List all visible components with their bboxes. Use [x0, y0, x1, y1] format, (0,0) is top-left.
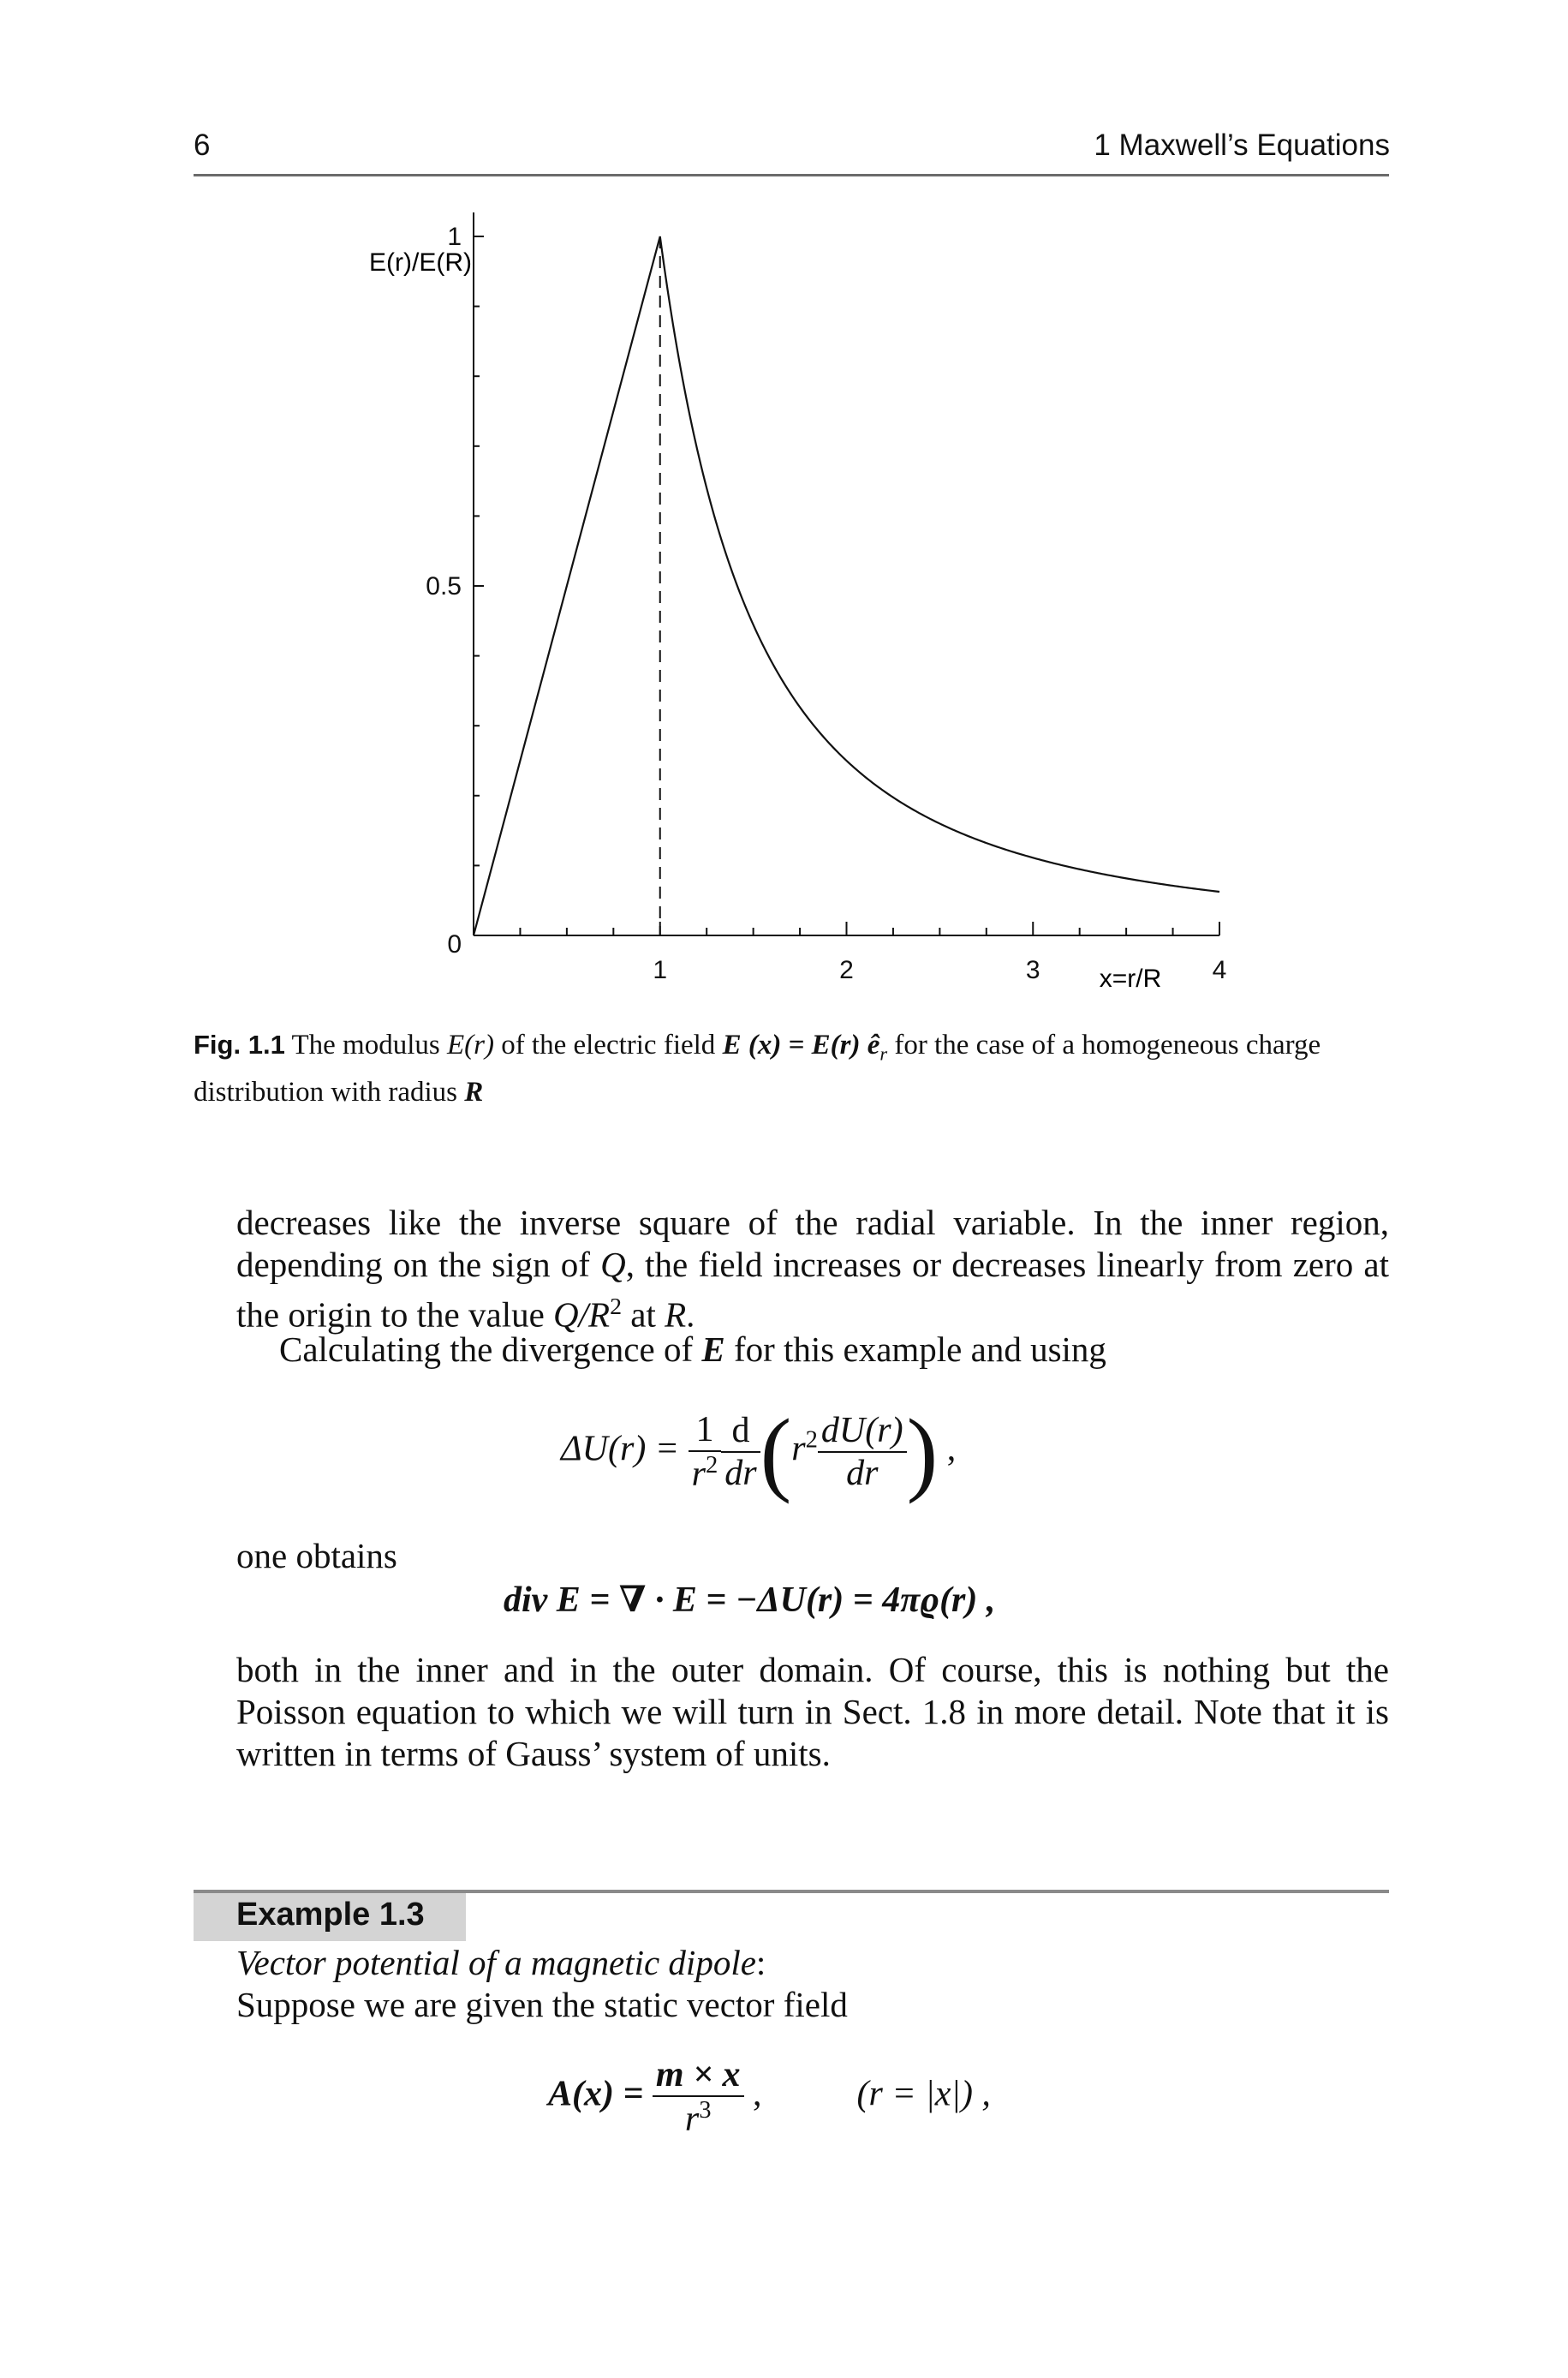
caption-math-sub: r	[879, 1043, 888, 1065]
math-q: Q	[600, 1245, 626, 1284]
running-header: 1 Maxwell’s Equations	[1094, 128, 1390, 162]
text-run: , the field increases or decreases linearly from zero at the origin to the value	[236, 1245, 1389, 1335]
eq3-frac	[653, 2054, 744, 2140]
text-run: at	[622, 1294, 665, 1335]
example-subtitle	[236, 1942, 1389, 1984]
eq1-frac-2	[721, 1410, 760, 1494]
eq1-r-sup: 2	[805, 1426, 818, 1454]
math-e: E	[701, 1329, 725, 1369]
figure-caption	[194, 1026, 1392, 1111]
caption-math-e: E(r)	[446, 1030, 494, 1061]
frac-den-var: r	[691, 1455, 706, 1494]
one-obtains: one obtains	[236, 1536, 397, 1575]
equation-laplacian	[561, 1400, 957, 1504]
paragraph-3: both in the inner and in the outer domain. Of course, this is nothing but the Poisson equation to which we will turn in Sect. 1.8 in more detail. Note that it is written in terms of Gauss’ system of units.	[236, 1650, 1389, 1773]
example-line: Suppose we are given the static vector field	[236, 1985, 848, 2024]
y-tick-label: 0.5	[426, 572, 462, 600]
math-sup: 2	[610, 1294, 623, 1320]
caption-text: for the case of a homogeneous charge distribution with radius	[194, 1030, 1321, 1108]
frac-den: dr	[846, 1454, 879, 1493]
frac-num: m × x	[653, 2054, 744, 2097]
text-run: .	[686, 1294, 695, 1335]
equation-divergence	[504, 1578, 995, 1621]
eq3-comma: ,	[753, 2074, 762, 2114]
eq3-lhs: A(x) =	[548, 2074, 644, 2114]
eq1-lhs: ΔU(r) =	[561, 1429, 680, 1469]
example-title: Example 1.3	[236, 1897, 425, 1933]
subtitle-colon: :	[755, 1943, 766, 1982]
eq1-frac-3	[818, 1410, 907, 1494]
page-number: 6	[194, 128, 211, 162]
eq1-r: r	[791, 1429, 806, 1469]
caption-text: of the electric field	[493, 1030, 723, 1061]
left-paren: (	[760, 1400, 792, 1504]
frac-den	[653, 2097, 744, 2140]
eq1-comma: ,	[946, 1429, 957, 1469]
eq3-rhs: (r = |x|) ,	[856, 2074, 991, 2114]
text-run: for this example and using	[724, 1329, 1106, 1369]
x-tick-label: 4	[1212, 956, 1227, 984]
x-axis-label: x=r/R	[1099, 965, 1162, 993]
frac-den-var: r	[684, 2100, 700, 2139]
text-run: Calculating the divergence of	[279, 1329, 702, 1369]
tick-group	[474, 236, 1219, 935]
paragraph-1	[236, 1202, 1389, 1336]
eq1-frac-1	[689, 1409, 722, 1495]
y-tick-label: 1	[447, 223, 462, 251]
frac-den: dr	[724, 1454, 757, 1493]
paragraph-2	[236, 1329, 1389, 1371]
x-tick-label: 1	[653, 956, 668, 984]
x-tick-label: 3	[1025, 956, 1040, 984]
x-tick-label: 2	[839, 956, 854, 984]
caption-math-r: R	[464, 1076, 484, 1108]
text-run: decreases like the inverse square of the radial variable. In the inner region, depending on the sign of	[236, 1203, 1389, 1284]
data-line-e-field	[474, 236, 1219, 935]
frac-num: d	[721, 1410, 760, 1453]
right-paren: )	[906, 1400, 939, 1504]
y-axis-label: E(r)/E(R)	[369, 248, 472, 277]
frac-num: 1	[689, 1409, 722, 1452]
equation-vector-potential	[548, 2054, 991, 2140]
frac-den-sup: 3	[699, 2097, 712, 2124]
y-tick-label: 0	[447, 930, 462, 959]
caption-math-field: E (x) = E(r) ê	[722, 1030, 880, 1061]
figure-chart	[0, 0, 1568, 1011]
frac-den	[689, 1452, 722, 1495]
tick-label-group	[426, 223, 1226, 984]
math-q-over-r: Q/R	[553, 1294, 611, 1335]
caption-text: The modulus	[291, 1030, 447, 1061]
frac-den-sup: 2	[706, 1452, 718, 1479]
eq2-text: div E = ∇ · E = −ΔU(r) = 4πϱ(r) ,	[504, 1580, 996, 1620]
math-r: R	[665, 1294, 687, 1335]
frac-num: dU(r)	[818, 1410, 907, 1453]
subtitle-text: Vector potential of a magnetic dipole	[236, 1943, 756, 1982]
caption-label: Fig. 1.1	[194, 1030, 285, 1060]
